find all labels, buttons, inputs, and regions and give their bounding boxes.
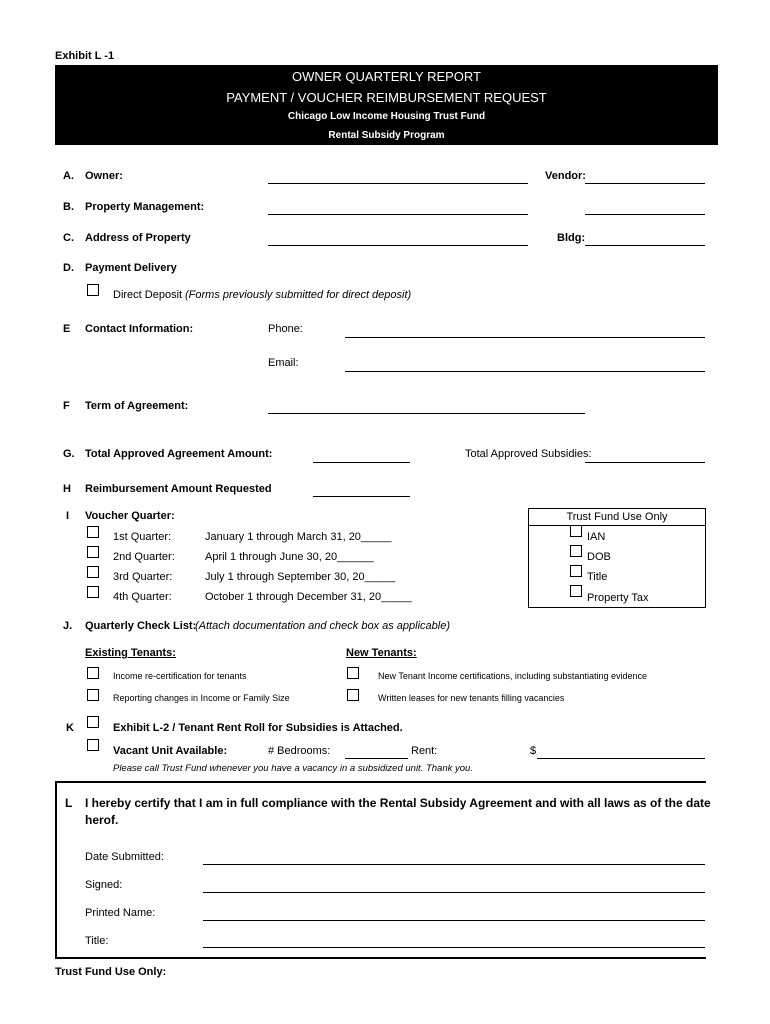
quarter-1-range: January 1 through March 31, 20_____ — [205, 531, 392, 543]
vacant-unit-checkbox[interactable] — [87, 739, 99, 751]
quarter-4-range: October 1 through December 31, 20_____ — [205, 591, 412, 603]
email-label: Email: — [268, 357, 299, 369]
vacancy-note: Please call Trust Fund whenever you have a vacancy in a subsidized unit. Thank you. — [113, 763, 473, 774]
section-a-letter: A. — [63, 170, 74, 182]
contact-label: Contact Information: — [85, 323, 194, 335]
property-management-label: Property Management: — [85, 201, 205, 213]
reimbursement-field[interactable] — [313, 496, 410, 497]
reimbursement-label: Reimbursement Amount Requested — [85, 483, 272, 495]
total-subsidies-label: Total Approved Subsidies: — [465, 448, 592, 460]
title-checkbox[interactable] — [570, 565, 582, 577]
dob-checkbox[interactable] — [570, 545, 582, 557]
rent-field[interactable] — [537, 758, 705, 759]
quarter-2-range: April 1 through June 30, 20______ — [205, 551, 374, 563]
title-field[interactable] — [203, 947, 705, 948]
printed-name-field[interactable] — [203, 920, 705, 921]
checklist-note: (Attach documentation and check box as applicable) — [195, 620, 450, 632]
total-agreement-label: Total Approved Agreement Amount: — [85, 448, 273, 460]
report-title: OWNER QUARTERLY REPORT — [291, 69, 481, 84]
property-management-field[interactable] — [268, 214, 528, 215]
section-k-letter: K — [66, 722, 74, 734]
quarter-3-name: 3rd Quarter: — [113, 571, 173, 583]
phone-field[interactable] — [345, 337, 705, 338]
total-agreement-field[interactable] — [313, 462, 410, 463]
property-tax-checkbox[interactable] — [570, 585, 582, 597]
vendor-field-2[interactable] — [585, 214, 705, 215]
footer-trust-fund-label: Trust Fund Use Only: — [55, 966, 167, 978]
property-tax-label: Property Tax — [587, 592, 649, 604]
term-label: Term of Agreement: — [85, 400, 189, 412]
direct-deposit-label: Direct Deposit — [113, 289, 183, 301]
phone-label: Phone: — [268, 323, 303, 335]
vendor-field[interactable] — [585, 183, 705, 184]
section-i-letter: I — [66, 510, 70, 522]
trust-fund-box-title: Trust Fund Use Only — [529, 509, 705, 526]
report-org: Chicago Low Income Housing Trust Fund — [287, 111, 486, 122]
income-recert-checkbox[interactable] — [87, 667, 99, 679]
section-d-letter: D. — [63, 262, 74, 274]
quarter-2-name: 2nd Quarter: — [113, 551, 175, 563]
bldg-label: Bldg: — [557, 232, 586, 244]
report-program: Rental Subsidy Program — [328, 130, 445, 141]
owner-field[interactable] — [268, 183, 528, 184]
new-tenant-income-checkbox[interactable] — [347, 667, 359, 679]
section-c-letter: C. — [63, 232, 74, 244]
rent-label: Rent: — [411, 745, 438, 757]
term-field[interactable] — [268, 413, 585, 414]
new-tenant-income-label: New Tenant Income certifications, including substantiating evidence — [378, 671, 647, 681]
new-tenants-header: New Tenants: — [346, 647, 417, 659]
printed-name-label: Printed Name: — [85, 907, 156, 919]
quarter-4-checkbox[interactable] — [87, 586, 99, 598]
checklist-label: Quarterly Check List: — [85, 620, 197, 632]
exhibit-label: Exhibit L -1 — [55, 50, 115, 62]
certify-box-bottom — [55, 957, 706, 959]
certify-box-top — [55, 781, 706, 783]
signed-label: Signed: — [85, 879, 123, 891]
title-label: Title: — [85, 935, 109, 947]
section-j-letter: J. — [63, 620, 73, 632]
date-submitted-field[interactable] — [203, 864, 705, 865]
voucher-quarter-label: Voucher Quarter: — [85, 510, 175, 522]
ian-label: IAN — [587, 531, 606, 543]
address-label: Address of Property — [85, 232, 191, 244]
section-f-letter: F — [63, 400, 70, 412]
owner-label: Owner: — [85, 170, 123, 182]
ian-checkbox[interactable] — [570, 525, 582, 537]
bedrooms-field[interactable] — [345, 758, 408, 759]
payment-delivery-label: Payment Delivery — [85, 262, 177, 274]
reporting-changes-checkbox[interactable] — [87, 689, 99, 701]
rent-roll-label: Exhibit L-2 / Tenant Rent Roll for Subsidies is Attached. — [113, 722, 403, 734]
title-check-label: Title — [587, 571, 608, 583]
vendor-label: Vendor: — [545, 170, 586, 182]
vacant-unit-label: Vacant Unit Available: — [113, 745, 228, 757]
report-subtitle: PAYMENT / VOUCHER REIMBURSEMENT REQUEST — [226, 90, 547, 105]
section-g-letter: G. — [63, 448, 75, 460]
quarter-1-checkbox[interactable] — [87, 526, 99, 538]
rent-roll-checkbox[interactable] — [87, 716, 99, 728]
quarter-3-range: July 1 through September 30, 20_____ — [205, 571, 396, 583]
direct-deposit-checkbox[interactable] — [87, 284, 99, 296]
dollar-sign: $ — [530, 745, 537, 757]
certify-line-1: I hereby certify that I am in full compliance with the Rental Subsidy Agreement and with all laws as of the date — [85, 796, 711, 810]
certify-line-2: herof. — [85, 813, 119, 827]
section-e-letter: E — [63, 323, 71, 335]
quarter-3-checkbox[interactable] — [87, 566, 99, 578]
direct-deposit-note: (Forms previously submitted for direct deposit) — [185, 289, 412, 301]
reporting-changes-label: Reporting changes in Income or Family Size — [113, 693, 290, 703]
written-leases-label: Written leases for new tenants filling vacancies — [378, 693, 565, 703]
address-field[interactable] — [268, 245, 528, 246]
report-header — [55, 65, 718, 145]
income-recert-label: Income re-certification for tenants — [113, 671, 247, 681]
certify-box-left — [55, 781, 57, 958]
written-leases-checkbox[interactable] — [347, 689, 359, 701]
date-submitted-label: Date Submitted: — [85, 851, 164, 863]
dob-label: DOB — [587, 551, 611, 563]
section-h-letter: H — [63, 483, 71, 495]
existing-tenants-header: Existing Tenants: — [85, 647, 176, 659]
quarter-2-checkbox[interactable] — [87, 546, 99, 558]
email-field[interactable] — [345, 371, 705, 372]
quarter-1-name: 1st Quarter: — [113, 531, 172, 543]
section-b-letter: B. — [63, 201, 74, 213]
total-subsidies-field[interactable] — [585, 462, 705, 463]
bedrooms-label: # Bedrooms: — [268, 745, 331, 757]
bldg-field[interactable] — [585, 245, 705, 246]
signed-field[interactable] — [203, 892, 705, 893]
quarter-4-name: 4th Quarter: — [113, 591, 172, 603]
section-l-letter: L — [65, 796, 73, 810]
